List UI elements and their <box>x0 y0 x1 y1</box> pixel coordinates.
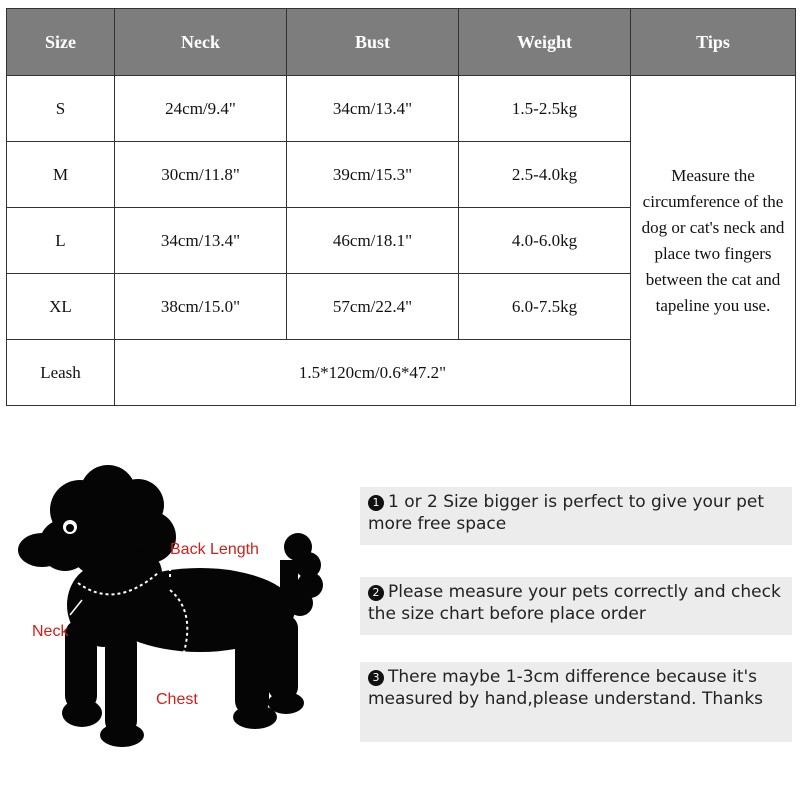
neck-cell: 34cm/13.4" <box>115 208 287 274</box>
tips-cell: Measure the circumference of the dog or cat's neck and place two fingers between the cat and tapeline you use. <box>631 76 796 406</box>
chest-label: Chest <box>156 691 198 708</box>
dog-silhouette <box>10 455 350 755</box>
header-tips: Tips <box>631 9 796 76</box>
leash-value: 1.5*120cm/0.6*47.2" <box>115 340 631 406</box>
bust-cell: 34cm/13.4" <box>287 76 459 142</box>
weight-cell: 1.5-2.5kg <box>459 76 631 142</box>
weight-cell: 2.5-4.0kg <box>459 142 631 208</box>
header-weight: Weight <box>459 9 631 76</box>
header-size: Size <box>7 9 115 76</box>
size-cell: S <box>7 76 115 142</box>
bust-cell: 39cm/15.3" <box>287 142 459 208</box>
back-length-label: Back Length <box>170 541 259 558</box>
neck-cell: 30cm/11.8" <box>115 142 287 208</box>
note-text: There maybe 1-3cm difference because it's measured by hand,please understand. Thanks <box>368 667 764 709</box>
neck-label: Neck <box>32 623 69 640</box>
neck-cell: 24cm/9.4" <box>115 76 287 142</box>
size-cell: M <box>7 142 115 208</box>
weight-cell: 4.0-6.0kg <box>459 208 631 274</box>
number-badge-icon: 1 <box>368 495 384 511</box>
number-badge-icon: 3 <box>368 670 384 686</box>
table-header-row <box>7 9 796 76</box>
table-row <box>7 76 796 142</box>
bust-cell: 46cm/18.1" <box>287 208 459 274</box>
size-cell: XL <box>7 274 115 340</box>
note-item <box>360 487 792 545</box>
header-neck: Neck <box>115 9 287 76</box>
note-item <box>360 577 792 635</box>
header-bust: Bust <box>287 9 459 76</box>
neck-cell: 38cm/15.0" <box>115 274 287 340</box>
note-item <box>360 662 792 742</box>
size-cell: L <box>7 208 115 274</box>
dog-measurement-diagram <box>10 455 350 755</box>
weight-cell: 6.0-7.5kg <box>459 274 631 340</box>
note-text: Please measure your pets correctly and check the size chart before place order <box>368 582 781 624</box>
bust-cell: 57cm/22.4" <box>287 274 459 340</box>
number-badge-icon: 2 <box>368 585 384 601</box>
note-text: 1 or 2 Size bigger is perfect to give your pet more free space <box>368 492 765 534</box>
size-chart-table <box>6 8 796 406</box>
leash-label: Leash <box>7 340 115 406</box>
